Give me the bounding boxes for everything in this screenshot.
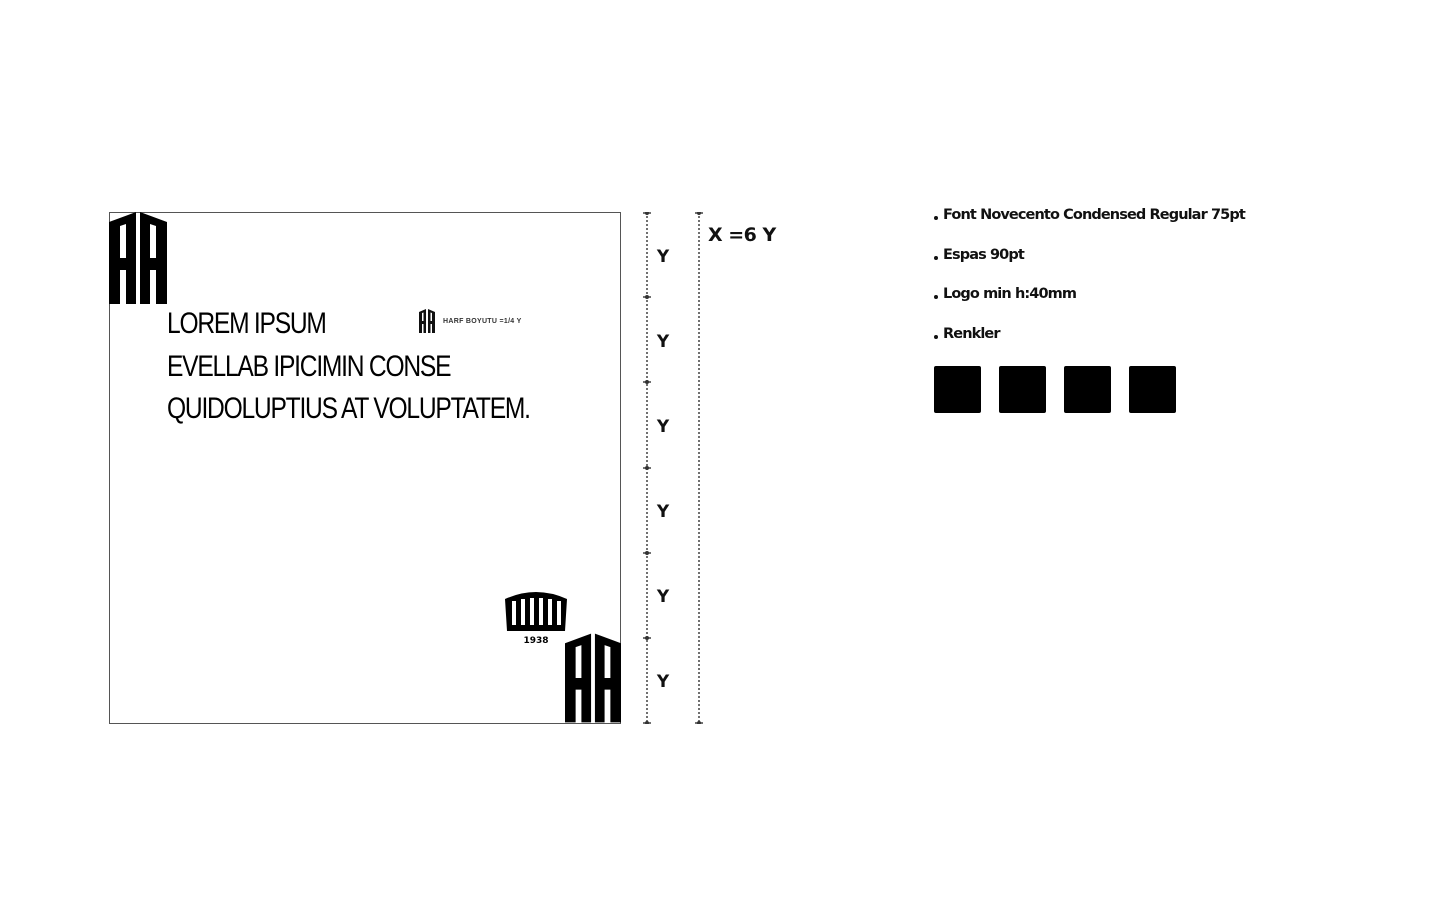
spec-colors-heading: Renkler: [934, 326, 1245, 366]
rr-logo-top: [109, 212, 167, 304]
y-segment-label: Y: [656, 672, 670, 692]
y-segment-label: Y: [656, 332, 670, 352]
spec-spacing: Espas 90pt: [934, 247, 1245, 287]
artboard-preview: [109, 212, 621, 724]
y-segment-label: Y: [656, 417, 670, 437]
spec-logo-min-height: Logo min h:40mm: [934, 286, 1245, 326]
badge-caption: 1938: [523, 636, 549, 645]
color-swatches: [934, 366, 1176, 413]
y-segment-label: Y: [656, 502, 670, 522]
rr-logo-bottom: [565, 632, 621, 724]
x-ruler: [693, 212, 793, 724]
badge-logo: [505, 589, 567, 645]
color-swatch-4: [1129, 366, 1176, 413]
x-ruler-label: X =6 Y: [708, 224, 776, 246]
spec-list: [934, 207, 1245, 365]
headline-line-2: EVELLAB IPICIMIN CONSE: [167, 349, 451, 383]
headline-line-1: LOREM IPSUM: [167, 307, 326, 340]
color-swatch-1: [934, 366, 981, 413]
size-note-text: HARF BOYUTU =1/4 Y: [443, 317, 522, 325]
letter-size-note: [419, 309, 522, 333]
y-segment-label: Y: [656, 587, 670, 607]
y-segment-label: Y: [656, 247, 670, 267]
spec-font: Font Novecento Condensed Regular 75pt: [934, 207, 1245, 247]
color-swatch-2: [999, 366, 1046, 413]
color-swatch-3: [1064, 366, 1111, 413]
y-ruler: [640, 212, 680, 724]
headline-line-3: QUIDOLUPTIUS AT VOLUPTATEM.: [167, 392, 530, 425]
mini-rr-icon: [419, 309, 435, 333]
